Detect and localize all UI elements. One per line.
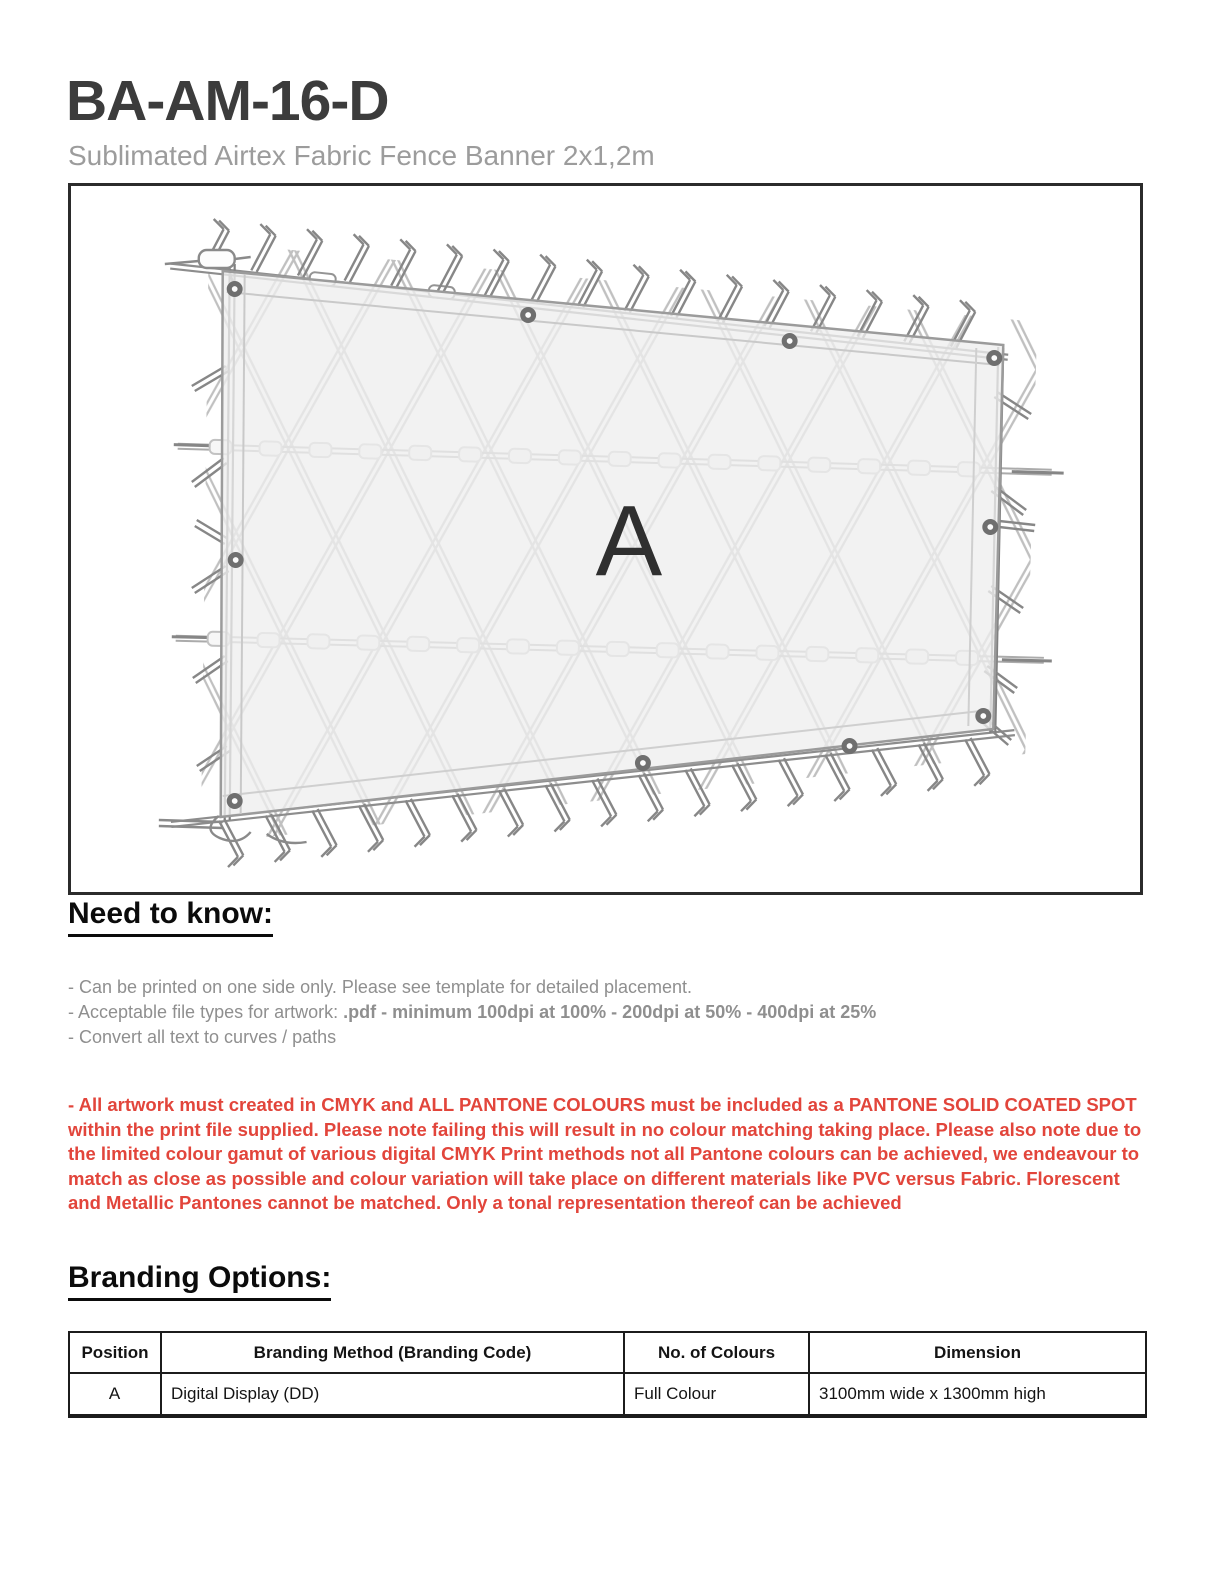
need-to-know-heading: Need to know: — [68, 897, 273, 937]
bullet-line: - Acceptable file types for artwork: .pdf - minimum 100dpi at 100% - 200dpi at 50% - 400dpi at 25% — [68, 1002, 877, 1022]
position-a-label: A — [595, 485, 663, 598]
branding-options-heading: Branding Options: — [68, 1261, 331, 1301]
fence-banner-illustration — [71, 186, 1140, 892]
cell-colours: Full Colour — [624, 1373, 809, 1416]
branding-options-table — [68, 1331, 1147, 1418]
cell-position: A — [69, 1373, 161, 1416]
page-title: BA-AM-16-D — [66, 69, 389, 133]
pantone-warning-text: - All artwork must created in CMYK and ALL PANTONE COLOURS must be included as a PANTONE SOLID COATED SPOT within the print file supplied. Please note failing this will result in no colour matching taking place. Please also note due to the limited colour gamut of various digital CMYK Print methods not all Pantone colours can be achieved, we endeavour to match as close as possible and colour variation will take place on different materials like PVC versus Fabric. Florescent and Metallic Pantones cannot be matched. Only a tonal representation thereof can be achieved — [68, 1094, 1142, 1214]
col-header-position: Position — [69, 1332, 161, 1373]
bullet-line: - Convert all text to curves / paths — [68, 1027, 337, 1047]
need-to-know-bullets — [68, 975, 1153, 1050]
cell-method: Digital Display (DD) — [161, 1373, 624, 1416]
product-diagram-frame — [68, 183, 1143, 895]
col-header-method: Branding Method (Branding Code) — [161, 1332, 624, 1373]
page-subtitle: Sublimated Airtex Fabric Fence Banner 2x1,2m — [68, 140, 655, 171]
col-header-colours: No. of Colours — [624, 1332, 809, 1373]
col-header-dimension: Dimension — [809, 1332, 1146, 1373]
cell-dimension: 3100mm wide x 1300mm high — [809, 1373, 1146, 1416]
bullet-line: - Can be printed on one side only. Please see template for detailed placement. — [68, 977, 693, 997]
table-row — [69, 1373, 1146, 1416]
table-header-row — [69, 1332, 1146, 1373]
